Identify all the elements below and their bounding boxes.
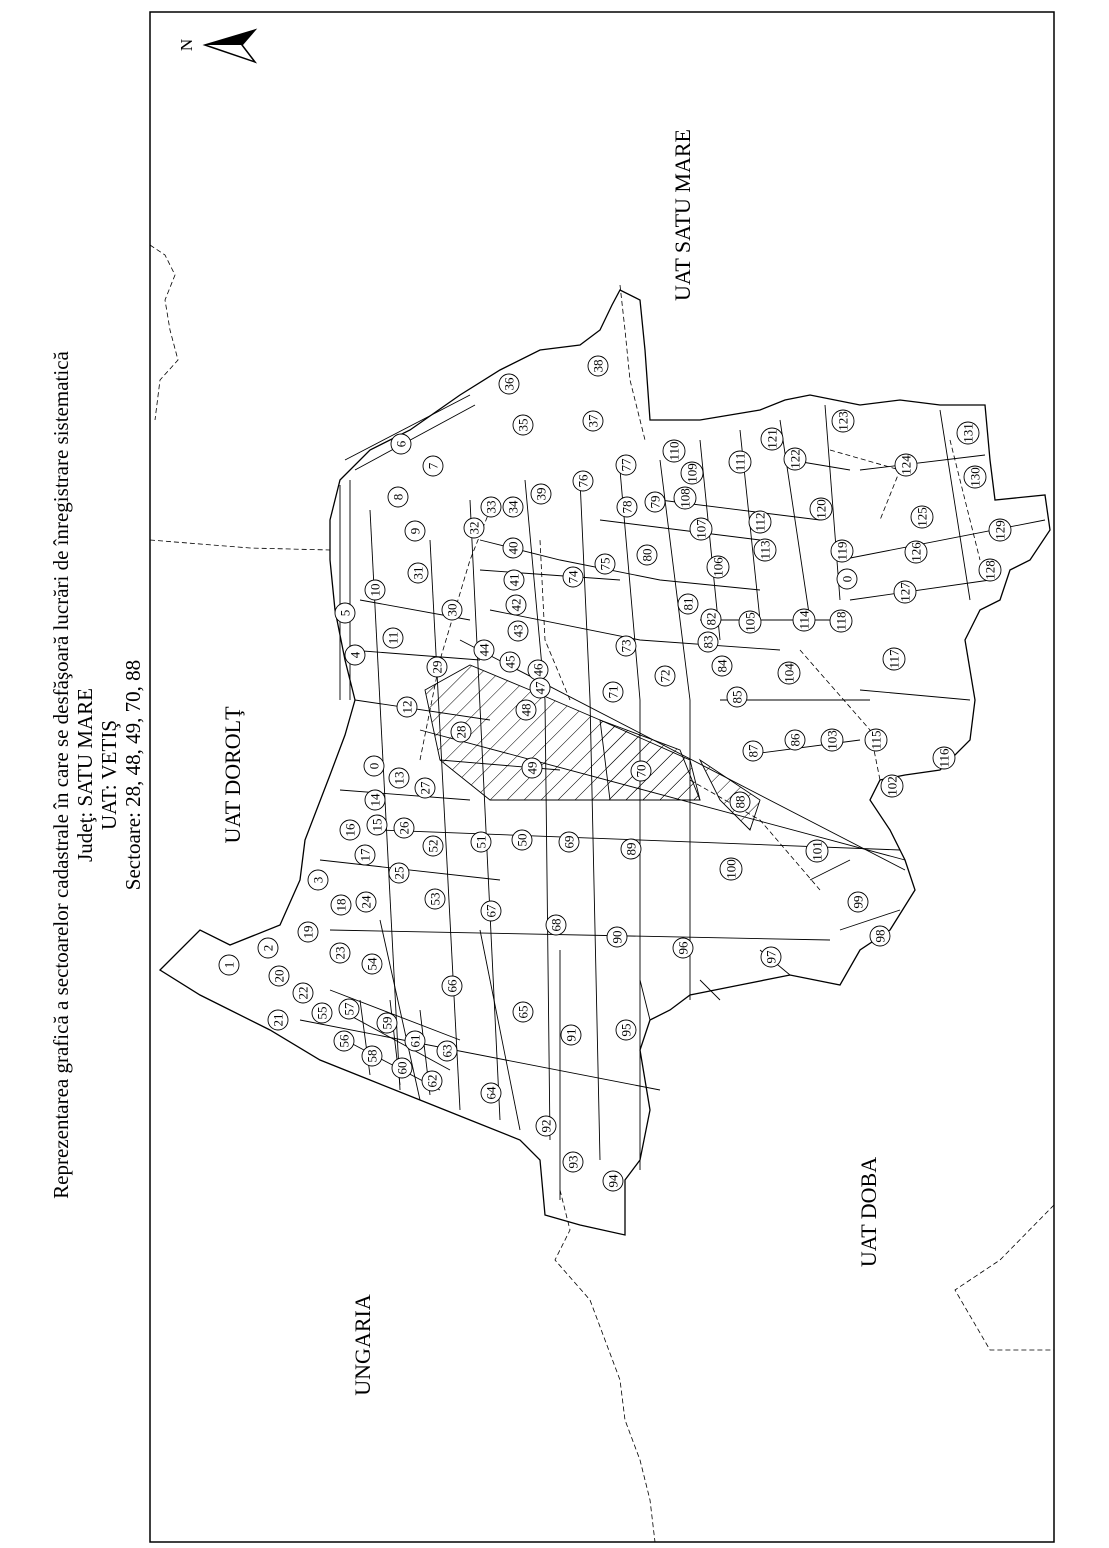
- sector-marker-77: [616, 455, 636, 475]
- sector-marker-57: [339, 999, 359, 1019]
- sector-number: 51: [473, 835, 489, 849]
- sector-marker-35: [513, 415, 533, 435]
- sector-marker-99: [848, 892, 868, 912]
- sector-number: 98: [872, 929, 888, 943]
- sector-number: 9: [407, 527, 423, 535]
- title-line-3: UAT: VETIŞ: [97, 720, 121, 830]
- sector-marker-59: [377, 1013, 397, 1033]
- sector-number: 2: [260, 944, 276, 952]
- sector-number: 14: [367, 793, 383, 807]
- sector-marker-48: [516, 700, 536, 720]
- north-label: N: [177, 38, 196, 52]
- sector-number: 3: [310, 876, 326, 884]
- sector-marker-104: [778, 662, 800, 684]
- sector-number: 46: [530, 663, 546, 677]
- sector-number: 106: [710, 557, 726, 577]
- label-ungaria: UNGARIA: [350, 1294, 375, 1396]
- sector-number: 67: [483, 904, 499, 918]
- sector-number: 90: [609, 930, 625, 944]
- sector-number: 76: [575, 474, 591, 488]
- sector-marker-115: [865, 729, 887, 751]
- sector-marker-55: [312, 1003, 332, 1023]
- sector-number: 74: [565, 570, 581, 584]
- sector-number: 101: [809, 841, 825, 861]
- sector-marker-32: [464, 518, 484, 538]
- sector-number: 12: [399, 700, 415, 714]
- sector-number: 55: [314, 1006, 330, 1020]
- sector-marker-123: [832, 410, 854, 432]
- sector-marker-23: [330, 943, 350, 963]
- sector-marker-38: [588, 356, 608, 376]
- sector-marker-12: [397, 697, 417, 717]
- sector-marker-49: [522, 758, 542, 778]
- sector-marker-75: [595, 554, 615, 574]
- sector-marker-22: [293, 983, 313, 1003]
- sector-marker-30: [442, 600, 462, 620]
- sector-number: 37: [585, 414, 601, 428]
- sector-number: 56: [336, 1034, 352, 1048]
- sector-marker-131: [957, 422, 979, 444]
- sector-marker-31: [408, 563, 428, 583]
- sector-marker-105: [739, 611, 761, 633]
- sector-number: 57: [341, 1002, 357, 1016]
- sector-number: 117: [886, 649, 902, 669]
- sector-number: 43: [510, 624, 526, 638]
- sector-number: 95: [618, 1023, 634, 1037]
- sector-number: 25: [391, 866, 407, 880]
- sector-marker-100: [720, 858, 742, 880]
- sector-marker-10: [365, 580, 385, 600]
- sector-number: 127: [897, 582, 913, 602]
- sector-marker-101: [806, 840, 828, 862]
- sector-number: 92: [538, 1119, 554, 1133]
- sector-marker-29: [427, 657, 447, 677]
- sector-marker-64: [481, 1083, 501, 1103]
- sector-number: 119: [834, 541, 850, 561]
- sector-marker-126: [905, 541, 927, 563]
- sector-marker-63: [437, 1041, 457, 1061]
- sector-number: 0: [839, 575, 855, 583]
- sector-marker-81: [678, 594, 698, 614]
- label-uat-doba: UAT DOBA: [856, 1156, 881, 1268]
- sector-number: 7: [425, 462, 441, 470]
- sector-number: 65: [515, 1005, 531, 1019]
- sector-marker-85: [727, 687, 747, 707]
- sector-marker-61: [405, 1031, 425, 1051]
- sector-number: 27: [417, 781, 433, 795]
- sector-marker-112: [749, 511, 771, 533]
- sector-number: 53: [427, 892, 443, 906]
- sector-number: 54: [364, 957, 380, 971]
- sector-number: 23: [332, 946, 348, 960]
- sector-marker-125: [911, 506, 933, 528]
- sector-marker-120: [810, 498, 832, 520]
- sector-marker-129: [989, 519, 1011, 541]
- sector-marker-90: [607, 927, 627, 947]
- sector-number: 110: [666, 441, 682, 461]
- sector-number: 70: [633, 764, 649, 778]
- sector-marker-111: [729, 451, 751, 473]
- sector-number: 107: [693, 519, 709, 539]
- sector-marker-93: [563, 1152, 583, 1172]
- sector-number: 116: [936, 748, 952, 768]
- sector-number: 59: [379, 1016, 395, 1030]
- sector-number: 34: [505, 500, 521, 514]
- sector-number: 45: [502, 655, 518, 669]
- sector-marker-13: [389, 768, 409, 788]
- sector-number: 41: [506, 573, 522, 587]
- sector-marker-65: [513, 1002, 533, 1022]
- sector-number: 88: [732, 795, 748, 809]
- sector-marker-89: [621, 839, 641, 859]
- sector-marker-108: [674, 487, 696, 509]
- sector-marker-21: [268, 1010, 288, 1030]
- sector-marker-91: [561, 1025, 581, 1045]
- sector-number: 105: [742, 612, 758, 632]
- sector-number: 26: [396, 821, 412, 835]
- sector-marker-4: [345, 645, 365, 665]
- sector-marker-39: [531, 484, 551, 504]
- sector-marker-106: [707, 556, 729, 578]
- sector-number: 48: [518, 703, 534, 717]
- sector-marker-97: [761, 947, 781, 967]
- sector-marker-28: [451, 722, 471, 742]
- sector-number: 64: [483, 1086, 499, 1100]
- sector-number: 16: [342, 823, 358, 837]
- sector-marker-95: [616, 1020, 636, 1040]
- sector-number: 78: [619, 500, 635, 514]
- sector-marker-60: [392, 1058, 412, 1078]
- sector-number: 102: [884, 776, 900, 796]
- sector-marker-117: [883, 648, 905, 670]
- sector-marker-53: [425, 889, 445, 909]
- sector-marker-103: [821, 729, 843, 751]
- sector-number: 29: [429, 660, 445, 674]
- sector-marker-102: [881, 775, 903, 797]
- sector-number: 13: [391, 771, 407, 785]
- sector-marker-52: [423, 836, 443, 856]
- sector-number: 21: [270, 1013, 286, 1027]
- sector-number: 91: [563, 1028, 579, 1042]
- sector-number: 42: [508, 598, 524, 612]
- sector-marker-79: [645, 492, 665, 512]
- sector-marker-37: [583, 411, 603, 431]
- sector-number: 15: [369, 818, 385, 832]
- sector-number: 8: [390, 493, 406, 501]
- sector-number: 58: [364, 1049, 380, 1063]
- sector-marker-124: [895, 454, 917, 476]
- sector-marker-107: [690, 518, 712, 540]
- sector-number: 131: [960, 423, 976, 443]
- sector-marker-18: [331, 895, 351, 915]
- sector-marker-70: [631, 761, 651, 781]
- sector-marker-78: [617, 497, 637, 517]
- sector-number: 35: [515, 418, 531, 432]
- sector-marker-8: [388, 487, 408, 507]
- sector-number: 114: [796, 610, 812, 630]
- sector-number: 94: [605, 1174, 621, 1188]
- sector-number: 85: [729, 690, 745, 704]
- sector-marker-73: [616, 636, 636, 656]
- sector-number: 0: [366, 762, 382, 770]
- sector-number: 36: [501, 377, 517, 391]
- sector-number: 84: [714, 659, 730, 673]
- sector-marker-74: [563, 567, 583, 587]
- sector-marker-68: [546, 915, 566, 935]
- title-line-4: Sectoare: 28, 48, 49, 70, 88: [121, 659, 145, 891]
- sector-marker-34: [503, 497, 523, 517]
- sector-area-88: [700, 760, 760, 830]
- external-boundaries: [150, 245, 1054, 1542]
- sector-number: 118: [833, 611, 849, 631]
- sector-marker-43: [508, 621, 528, 641]
- title-block: [49, 350, 145, 1198]
- sector-marker-72: [655, 666, 675, 686]
- sector-number: 66: [444, 979, 460, 993]
- sector-marker-128: [979, 559, 1001, 581]
- sector-marker-11: [383, 628, 403, 648]
- sector-marker-119: [831, 540, 853, 562]
- sector-marker-94: [603, 1171, 623, 1191]
- sector-marker-122: [784, 448, 806, 470]
- sector-marker-110: [663, 440, 685, 462]
- sector-marker-47: [530, 678, 550, 698]
- sector-marker-113: [754, 539, 776, 561]
- sector-marker-16: [340, 820, 360, 840]
- sector-number: 109: [684, 463, 700, 483]
- sector-number: 96: [675, 941, 691, 955]
- sector-marker-0: [364, 756, 384, 776]
- sector-number: 97: [763, 950, 779, 964]
- sector-number: 24: [358, 895, 374, 909]
- sector-number: 75: [597, 557, 613, 571]
- sector-number: 20: [271, 969, 287, 983]
- sector-number: 60: [394, 1061, 410, 1075]
- sector-marker-114: [793, 609, 815, 631]
- sector-number: 18: [333, 898, 349, 912]
- sector-number: 1: [221, 961, 237, 969]
- sector-marker-88: [730, 792, 750, 812]
- sector-number: 87: [745, 744, 761, 758]
- sector-marker-40: [503, 538, 523, 558]
- sector-marker-92: [536, 1116, 556, 1136]
- sector-marker-33: [481, 497, 501, 517]
- sector-area-70: [600, 720, 700, 800]
- sector-marker-36: [499, 374, 519, 394]
- sector-marker-7: [423, 456, 443, 476]
- sector-marker-14: [365, 790, 385, 810]
- sector-marker-27: [415, 778, 435, 798]
- sector-number: 113: [757, 540, 773, 560]
- sector-number: 5: [337, 609, 353, 617]
- sector-marker-3: [308, 870, 328, 890]
- sector-marker-80: [637, 545, 657, 565]
- sector-number: 62: [424, 1074, 440, 1088]
- sector-number: 99: [850, 895, 866, 909]
- sector-number: 108: [677, 488, 693, 508]
- sector-marker-44: [474, 640, 494, 660]
- sector-number: 126: [908, 542, 924, 562]
- sector-number: 44: [476, 643, 492, 657]
- sector-number: 125: [914, 507, 930, 527]
- sector-number: 128: [982, 560, 998, 580]
- sector-marker-109: [681, 462, 703, 484]
- sector-marker-1: [219, 955, 239, 975]
- sector-number: 82: [703, 612, 719, 626]
- label-uat-satu-mare: UAT SATU MARE: [670, 129, 695, 301]
- sector-number: 4: [347, 651, 363, 659]
- sector-marker-98: [870, 926, 890, 946]
- sector-number: 121: [764, 429, 780, 449]
- sector-number: 50: [514, 833, 530, 847]
- sector-number: 77: [618, 458, 634, 472]
- sector-marker-25: [389, 863, 409, 883]
- sector-number: 61: [407, 1034, 423, 1048]
- sector-marker-51: [471, 832, 491, 852]
- sector-number: 49: [524, 761, 540, 775]
- label-uat-dorolt: UAT DOROLŢ: [220, 706, 245, 844]
- sector-marker-20: [269, 966, 289, 986]
- sector-marker-58: [362, 1046, 382, 1066]
- sector-number: 103: [824, 730, 840, 750]
- sector-marker-26: [394, 818, 414, 838]
- sector-number: 30: [444, 603, 460, 617]
- sector-number: 11: [385, 631, 401, 645]
- sector-number: 81: [680, 597, 696, 611]
- sector-marker-24: [356, 892, 376, 912]
- sector-marker-56: [334, 1031, 354, 1051]
- sector-marker-121: [761, 428, 783, 450]
- sector-marker-2: [258, 938, 278, 958]
- sector-number: 38: [590, 359, 606, 373]
- sector-marker-69: [559, 832, 579, 852]
- sector-marker-130: [964, 466, 986, 488]
- sector-number: 112: [752, 512, 768, 532]
- sector-number: 111: [732, 452, 748, 472]
- sector-number: 73: [618, 639, 634, 653]
- sector-marker-50: [512, 830, 532, 850]
- sector-marker-84: [712, 656, 732, 676]
- sector-marker-127: [894, 581, 916, 603]
- sector-marker-15: [367, 815, 387, 835]
- sector-number: 22: [295, 986, 311, 1000]
- sector-marker-62: [422, 1071, 442, 1091]
- north-arrow-icon: [177, 30, 255, 62]
- sector-marker-41: [504, 570, 524, 590]
- sector-marker-96: [673, 938, 693, 958]
- sector-number: 120: [813, 499, 829, 519]
- sector-number: 72: [657, 669, 673, 683]
- sector-marker-86: [785, 730, 805, 750]
- sector-marker-42: [506, 595, 526, 615]
- sector-number: 79: [647, 495, 663, 509]
- sector-marker-6: [391, 434, 411, 454]
- sector-marker-5: [335, 603, 355, 623]
- sector-number: 104: [781, 663, 797, 683]
- sector-number: 83: [700, 635, 716, 649]
- sector-number: 100: [723, 859, 739, 879]
- sector-number: 123: [835, 411, 851, 431]
- sector-number: 86: [787, 733, 803, 747]
- sector-marker-71: [603, 682, 623, 702]
- sector-number: 68: [548, 918, 564, 932]
- sector-marker-54: [362, 954, 382, 974]
- sector-marker-17: [355, 845, 375, 865]
- sector-number: 93: [565, 1155, 581, 1169]
- sector-marker-67: [481, 901, 501, 921]
- sector-marker-9: [405, 521, 425, 541]
- sector-number: 31: [410, 566, 426, 580]
- sector-number: 28: [453, 725, 469, 739]
- sector-marker-46: [528, 660, 548, 680]
- sector-number: 115: [868, 730, 884, 750]
- sector-number: 129: [992, 520, 1008, 540]
- sector-marker-82: [701, 609, 721, 629]
- sector-number: 130: [967, 467, 983, 487]
- sector-marker-0: [837, 569, 857, 589]
- sector-number: 10: [367, 583, 383, 597]
- sector-number: 40: [505, 541, 521, 555]
- sector-number: 6: [393, 440, 409, 448]
- sector-marker-116: [933, 747, 955, 769]
- sector-marker-66: [442, 976, 462, 996]
- sector-number: 63: [439, 1044, 455, 1058]
- sector-number: 89: [623, 842, 639, 856]
- sector-number: 39: [533, 487, 549, 501]
- sector-marker-76: [573, 471, 593, 491]
- sector-marker-87: [743, 741, 763, 761]
- sector-number: 32: [466, 521, 482, 535]
- sector-number: 71: [605, 685, 621, 699]
- title-line-2: Judeţ: SATU MARE: [73, 688, 97, 862]
- sector-marker-19: [298, 922, 318, 942]
- sector-number: 47: [532, 681, 548, 695]
- sector-number: 122: [787, 449, 803, 469]
- sector-number: 80: [639, 548, 655, 562]
- sector-marker-83: [698, 632, 718, 652]
- sector-marker-118: [830, 610, 852, 632]
- sector-number: 52: [425, 839, 441, 853]
- sector-number: 19: [300, 925, 316, 939]
- title-line-1: Reprezentarea grafică a sectoarelor cadastrale în care se desfăşoară lucrări de înregistrare sistematică: [49, 351, 73, 1199]
- sector-marker-45: [500, 652, 520, 672]
- sector-number: 69: [561, 835, 577, 849]
- sector-number: 17: [357, 848, 373, 862]
- sector-number: 33: [483, 500, 499, 514]
- sector-number: 124: [898, 455, 914, 475]
